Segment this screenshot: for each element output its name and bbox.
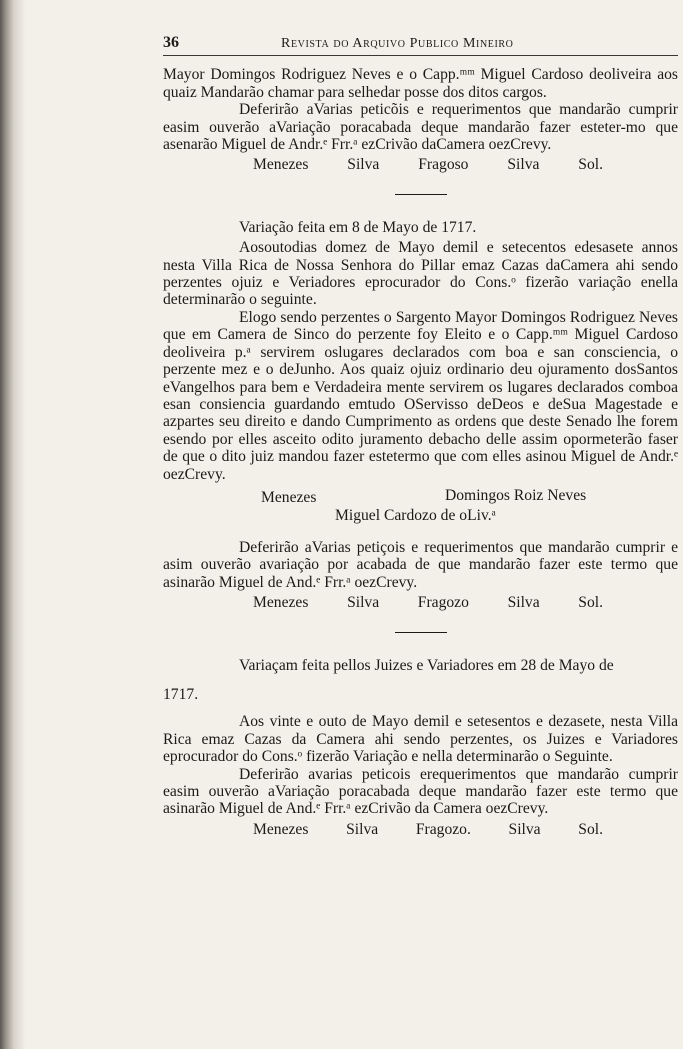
signature: Menezes [261, 488, 317, 506]
section-divider [395, 194, 447, 195]
signature-line [253, 594, 603, 611]
journal-title: Revista do Arquivo Publico Mineiro [281, 36, 514, 51]
signature: Silva [508, 820, 541, 838]
signature: Menezes [253, 594, 309, 612]
paragraph: Elogo sendo perzentes o Sargento Mayor Domingos Rodriguez Neves que em Camera de Sinco do perzente foy Eleito e o Capp.ᵐᵐ Miguel Cardoso deoliveira p.ᵃ servirem oslugares declarados com boa e san consciencia, o perzente mez e o deJunho. Aos quaiz ojuiz ordinario deu ojuramento dosSantos eVangelhos para bem e Verdadeira mente servirem os lugares declarados comboa esan consiencia guardando emtudo OServisso deDeos e deSua Magestade e azpartes seu direito e dando Cumprimento as ordens que deste Senado lhe forem esendo por elles asceito odito juramento debacho delle assim opormeterão faser de que o dito juiz mandou fazer estetermo que com elles asinou Miguel de Andr.ᵉ oezCrevy. [163, 308, 678, 483]
paragraph: Aosoutodias domez de Mayo demil e setecentos edesasete annos nesta Villa Rica de Nossa Senhora do Pillar emaz Cazas daCamera ahi sendo perzentes ojuiz e Veriadores eprocurador do Cons.ᵒ fizerão variação enella determinarão o seguinte. [163, 239, 678, 309]
signature: Fragoso [418, 156, 469, 174]
paragraph: Deferirão aVarias peticõis e requerimentos que mandarão cumprir easim ouverão aVariação poracabada deque mandarão fazer esteter-mo que asenarão Miguel de Andr.ᵉ Frr.ᵃ ezCrivão daCamera oezCrevy. [163, 101, 678, 154]
signature: Sol. [578, 156, 603, 174]
signature: Fragozo [417, 594, 469, 612]
paragraph: Deferirão avarias peticois erequerimentos que mandarão cumprir easim ouverão aVariação poracabada deque mandarão fazer este termo que asinarão Miguel de And.ᵉ Frr.ᵃ ezCrivão da Camera oezCrevy. [163, 765, 678, 818]
signature: Silva [347, 594, 380, 612]
signature: Menezes [253, 820, 309, 838]
document-page [163, 34, 678, 838]
signature-line [253, 156, 603, 173]
section-heading: Variação feita em 8 de Mayo de 1717. [239, 218, 477, 236]
signature: Miguel Cardozo de oLiv.ᵃ [335, 506, 496, 524]
paragraph: Deferirão aVarias petiçois e requerimentos que mandarão cumprir e asim ouverão avariação por acabada de que mandarão fazer este termo que asinarão Miguel de And.ᵉ Frr.ᵃ oezCrevy. [163, 538, 678, 591]
signature: Sol. [578, 594, 603, 612]
page-header [163, 34, 678, 56]
signature: Domingos Roiz Neves [445, 486, 587, 504]
section-heading: Variaçam feita pellos Juizes e Variadores em 28 de Mayo de [239, 656, 614, 674]
paragraph: Mayor Domingos Rodriguez Neves e o Capp.ᵐᵐ Miguel Cardoso deoliveira aos quaiz Mandarão chamar para selhedar posse dos ditos cargos. [163, 66, 678, 101]
page-number: 36 [163, 34, 179, 51]
signature: Fragozo. [415, 820, 471, 838]
signature: Silva [507, 156, 540, 174]
signature-block [163, 487, 678, 527]
paragraph: Aos vinte e outo de Mayo demil e setesentos e dezasete, nesta Villa Rica emaz Cazas da Camera ahi sendo perzentes, os Juizes e Variadores eprocurador do Cons.ᵒ fizerão Variação e nella determinarão o Seguinte. [163, 713, 678, 766]
signature: Menezes [253, 156, 309, 174]
section-divider [395, 632, 447, 633]
section-heading-year: 1717. [163, 685, 199, 703]
signature: Silva [346, 820, 379, 838]
signature-line [253, 821, 603, 838]
book-binding-shadow [0, 0, 26, 1049]
signature: Sol. [578, 820, 603, 838]
signature: Silva [507, 594, 540, 612]
signature: Silva [347, 156, 380, 174]
